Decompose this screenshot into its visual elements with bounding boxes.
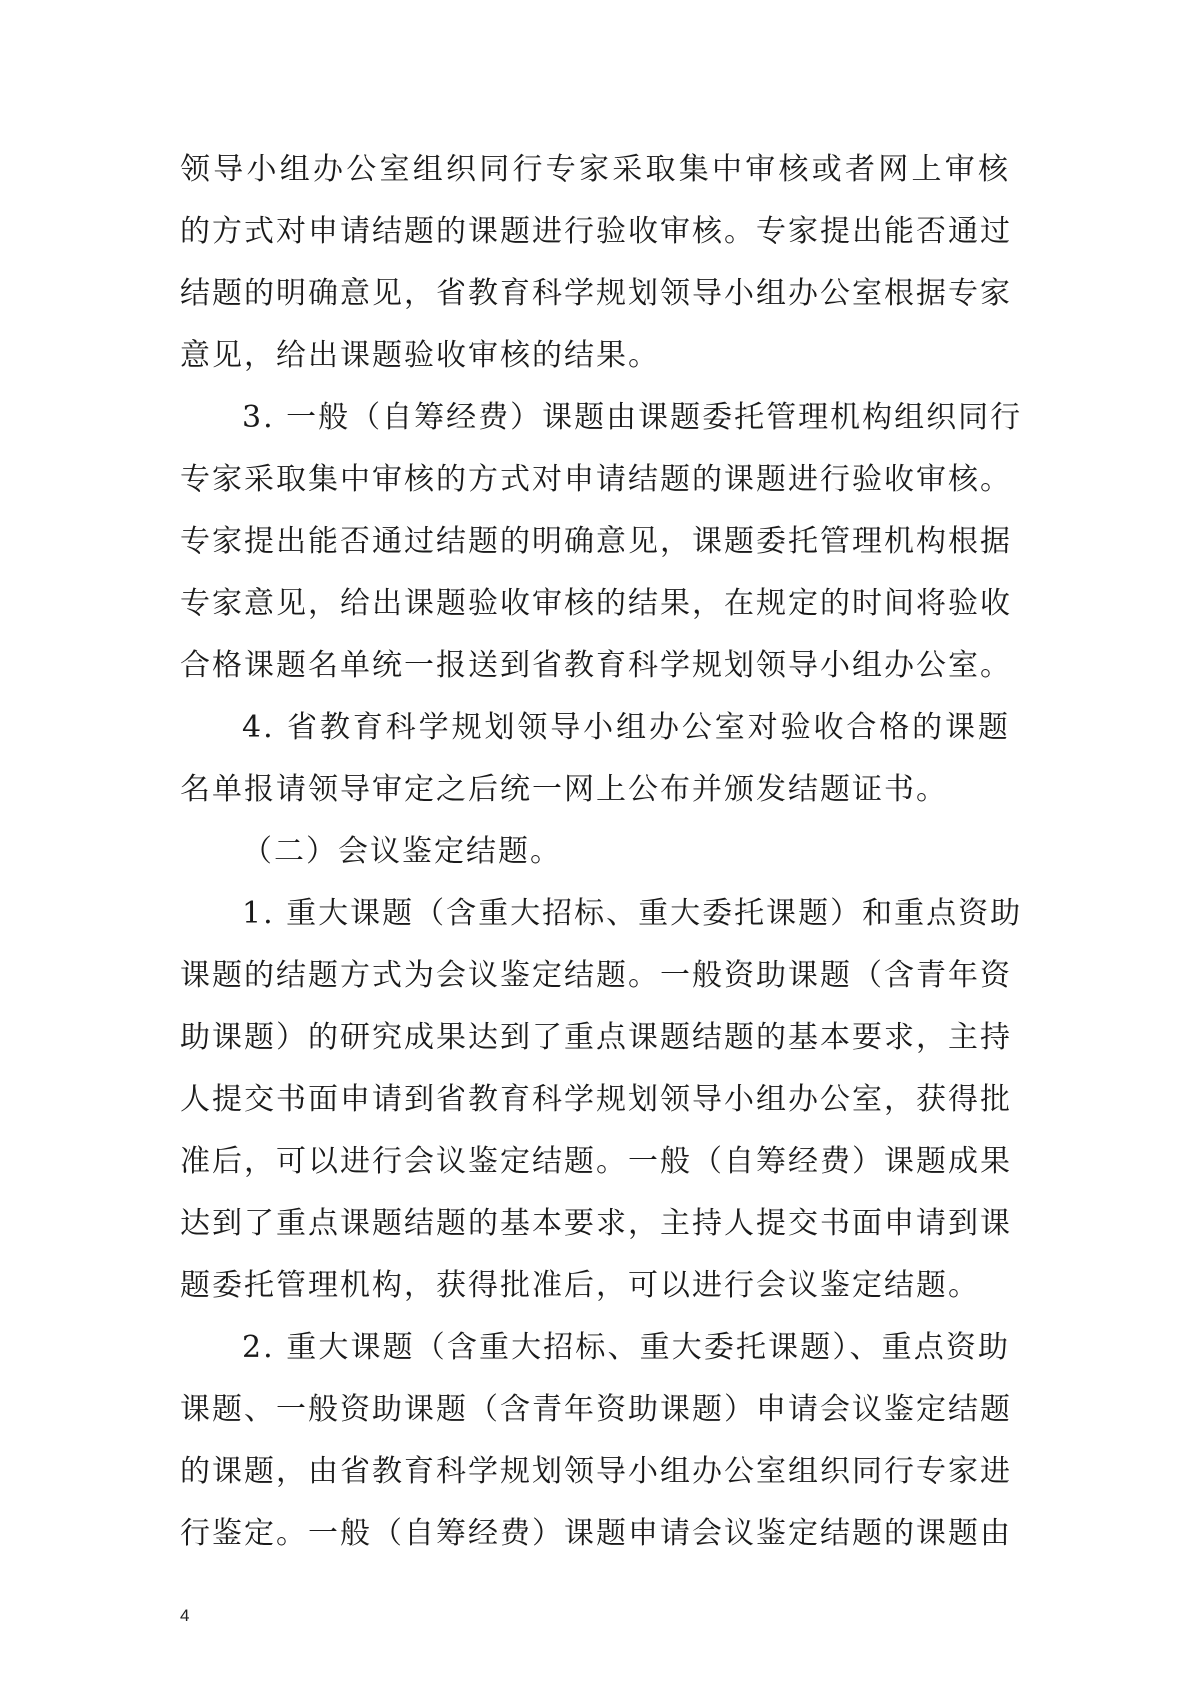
text-line: 课题的结题方式为会议鉴定结题。一般资助课题（含青年资 [180,958,1012,993]
text-line: 专家提出能否通过结题的明确意见，课题委托管理机构根据 [180,524,1012,559]
text-line: 准后，可以进行会议鉴定结题。一般（自筹经费）课题成果 [180,1144,1012,1179]
text-line: 题委托管理机构，获得批准后，可以进行会议鉴定结题。 [180,1268,980,1303]
section-heading: （二）会议鉴定结题。 [242,834,562,869]
text-line: 专家采取集中审核的方式对申请结题的课题进行验收审核。 [180,462,1012,497]
text-line: 意见，给出课题验收审核的结果。 [180,338,660,373]
text-line: 名单报请领导审定之后统一网上公布并颁发结题证书。 [180,772,948,807]
text-line: 2. 重大课题（含重大招标、重大委托课题）、重点资助 [242,1330,1010,1365]
page-number: 4 [180,1606,190,1625]
text-line: 3. 一般（自筹经费）课题由课题委托管理机构组织同行 [242,400,1023,435]
text-line: 1. 重大课题（含重大招标、重大委托课题）和重点资助 [242,896,1023,931]
text-line: 4. 省教育科学规划领导小组办公室对验收合格的课题 [242,710,1010,745]
text-line: 合格课题名单统一报送到省教育科学规划领导小组办公室。 [180,648,1012,683]
text-line: 的方式对申请结题的课题进行验收审核。专家提出能否通过 [180,214,1012,249]
text-line: 助课题）的研究成果达到了重点课题结题的基本要求，主持 [180,1020,1012,1055]
text-line: 课题、一般资助课题（含青年资助课题）申请会议鉴定结题 [180,1392,1012,1427]
text-line: 专家意见，给出课题验收审核的结果，在规定的时间将验收 [180,586,1012,621]
text-line: 行鉴定。一般（自筹经费）课题申请会议鉴定结题的课题由 [180,1516,1012,1551]
text-line: 结题的明确意见，省教育科学规划领导小组办公室根据专家 [180,276,1012,311]
text-line: 领导小组办公室组织同行专家采取集中审核或者网上审核 [180,152,1010,187]
text-line: 的课题，由省教育科学规划领导小组办公室组织同行专家进 [180,1454,1012,1489]
text-line: 人提交书面申请到省教育科学规划领导小组办公室，获得批 [180,1082,1012,1117]
text-line: 达到了重点课题结题的基本要求，主持人提交书面申请到课 [180,1206,1012,1241]
